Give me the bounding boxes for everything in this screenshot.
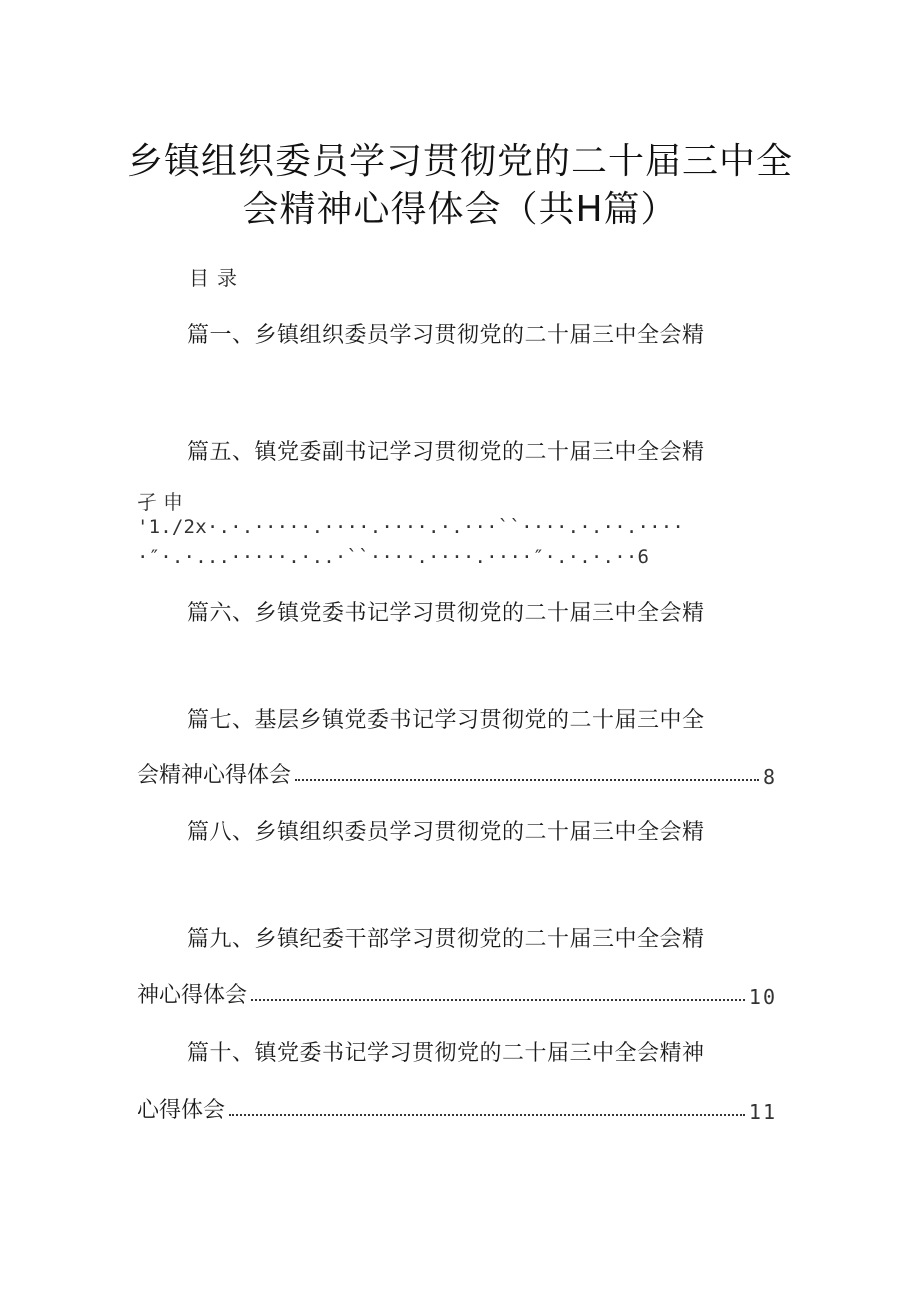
toc-entry-7-line-2: 心得体会: [137, 1098, 226, 1123]
toc-entry-2-garble-2: '1./2x·.·.·····.····.····.·.···``····.·.··.····: [137, 516, 685, 538]
document-title-line-1: 乡镇组织委员学习贯彻党的二十届三中全: [126, 141, 793, 182]
toc-entry-5[interactable]: 篇八、乡镇组织委员学习贯彻党的二十届三中全会精: [187, 820, 705, 845]
toc-entry-2-garble-3: ·″·.·...·····.·..·``····.····.····″·.·.·.··6: [137, 546, 650, 568]
toc-entry-6[interactable]: 篇九、乡镇纪委干部学习贯彻党的二十届三中全会精: [187, 927, 705, 952]
toc-entry-6-continuation[interactable]: [137, 975, 777, 1009]
toc-entry-2-garble-1: 孑申: [137, 490, 189, 514]
toc-entry-2[interactable]: 篇五、镇党委副书记学习贯彻党的二十届三中全会精: [187, 440, 705, 465]
toc-entry-6-line-2: 神心得体会: [137, 983, 248, 1008]
toc-entry-1[interactable]: 篇一、乡镇组织委员学习贯彻党的二十届三中全会精: [187, 323, 705, 348]
toc-entry-4-line-2: 会精神心得体会: [137, 763, 292, 788]
toc-entry-4[interactable]: 篇七、基层乡镇党委书记学习贯彻党的二十届三中全: [187, 708, 705, 733]
document-title-line-2: 会精神心得体会（共H篇）: [242, 189, 678, 230]
page-number: 11: [748, 1100, 777, 1124]
page-number: 8: [762, 765, 777, 789]
toc-entry-3[interactable]: 篇六、乡镇党委书记学习贯彻党的二十届三中全会精: [187, 601, 705, 626]
toc-heading: 目录: [189, 266, 245, 290]
toc-entry-7[interactable]: 篇十、镇党委书记学习贯彻党的二十届三中全会精神: [187, 1041, 705, 1066]
dot-leader: [295, 779, 759, 781]
dot-leader: [251, 999, 745, 1001]
toc-entry-7-continuation[interactable]: [137, 1090, 777, 1124]
toc-entry-4-continuation[interactable]: [137, 755, 777, 789]
page-number: 10: [748, 985, 777, 1009]
dot-leader: [229, 1114, 745, 1116]
